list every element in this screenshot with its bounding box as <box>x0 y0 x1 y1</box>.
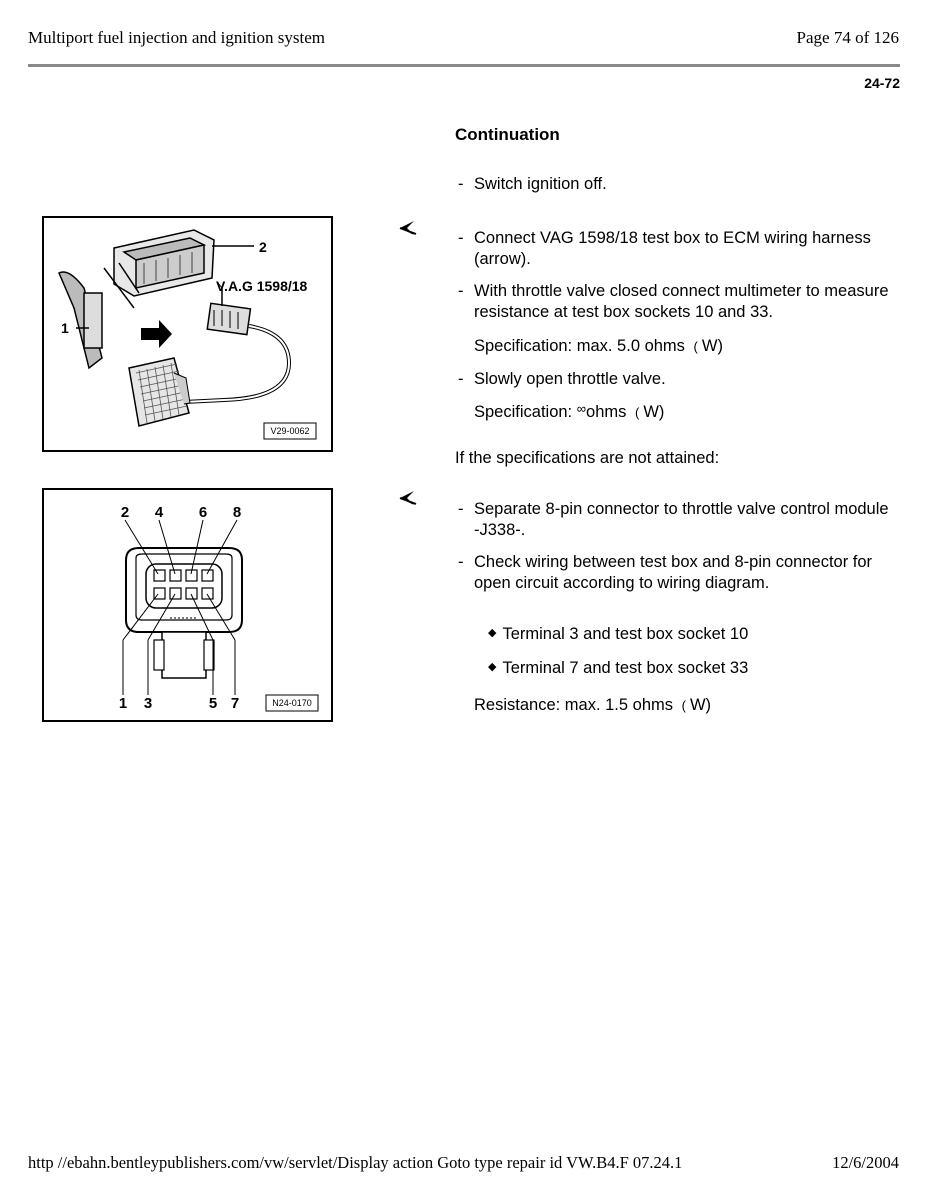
step-text: Connect VAG 1598/18 test box to ECM wiring harness (arrow). <box>474 229 871 268</box>
spec-closed-throttle <box>474 336 723 358</box>
bullet-text: Terminal 3 and test box socket 10 <box>502 625 749 643</box>
figure-code: N24-0170 <box>272 698 312 708</box>
section-heading: Continuation <box>455 125 560 144</box>
spec-unit: W) <box>643 403 665 421</box>
dash-marker: - <box>458 175 464 193</box>
ohm-symbol-icon: ( <box>634 405 640 420</box>
spec-unit: W) <box>701 337 723 355</box>
step-text: Switch ignition off. <box>474 175 607 193</box>
pin-label-bottom: 1 <box>118 695 128 712</box>
step-text: Check wiring between test box and 8-pin connector for open circuit according to wiring diagram. <box>474 553 873 592</box>
callout-2: 2 <box>259 239 267 255</box>
figure-code: V29-0062 <box>270 426 310 436</box>
spec-label: Resistance: max. 1.5 ohms <box>474 696 673 714</box>
callout-tool: V.A.G 1598/18 <box>216 278 308 294</box>
pin-label-top: 6 <box>198 504 208 521</box>
step-open-throttle <box>458 369 898 390</box>
resistance-spec <box>474 695 711 717</box>
diamond-bullet-icon: ◆ <box>488 627 497 639</box>
figure-8-pin-connector <box>42 488 333 722</box>
spec-open-throttle <box>474 402 664 424</box>
section-code: 24-72 <box>864 75 900 91</box>
callout-1: 1 <box>61 320 69 336</box>
header-rule <box>28 64 900 67</box>
step-measure-resistance <box>458 281 898 323</box>
ohm-symbol-icon: ( <box>693 339 698 354</box>
figure-test-box-connection <box>42 216 333 452</box>
footer <box>28 1153 899 1173</box>
spec-value: ohms <box>586 403 627 421</box>
dash-marker: - <box>458 370 464 388</box>
step-switch-ignition-off <box>458 174 898 195</box>
dash-marker: - <box>458 229 464 247</box>
pin-label-top: 2 <box>120 504 130 521</box>
infinity-symbol: ∞ <box>576 401 587 416</box>
arrow-pointer-icon <box>398 219 418 241</box>
step-check-wiring <box>458 552 898 614</box>
footer-date: 12/6/2004 <box>832 1153 899 1172</box>
list-item <box>488 625 748 644</box>
page-number: Page 74 of 126 <box>796 28 899 47</box>
figure-1-illustration <box>44 218 331 450</box>
list-item <box>488 659 748 678</box>
step-separate-connector <box>458 499 898 541</box>
dash-marker: - <box>458 500 464 518</box>
pin-label-bottom: 3 <box>143 695 153 712</box>
dash-marker: - <box>458 282 464 300</box>
pin-label-bottom: 5 <box>208 695 218 712</box>
step-text: Slowly open throttle valve. <box>474 370 666 388</box>
pin-label-bottom: 7 <box>230 695 240 712</box>
not-attained-note: If the specifications are not attained: <box>455 449 720 467</box>
footer-url: http //ebahn.bentleypublishers.com/vw/servlet/Display action Goto type repair id VW.B4.F 07.24.1 <box>28 1153 683 1172</box>
step-text: Separate 8-pin connector to throttle valve control module -J338-. <box>474 500 889 539</box>
step-text: With throttle valve closed connect multimeter to measure resistance at test box sockets 10 and 33. <box>474 282 889 321</box>
pin-label-top: 4 <box>154 504 164 521</box>
ohm-symbol-icon: ( <box>681 698 686 713</box>
spec-label: Specification: max. 5.0 ohms <box>474 337 685 355</box>
figure-2-illustration <box>44 490 331 720</box>
arrow-pointer-icon <box>398 489 418 511</box>
spec-label: Specification: <box>474 403 573 421</box>
dash-marker: - <box>458 553 464 571</box>
pin-label-top: 8 <box>232 504 242 521</box>
diamond-bullet-icon: ◆ <box>488 661 497 673</box>
step-connect-test-box <box>458 228 898 270</box>
spec-unit: W) <box>689 696 712 714</box>
document-title: Multiport fuel injection and ignition system <box>28 28 325 47</box>
bullet-text: Terminal 7 and test box socket 33 <box>502 659 749 677</box>
